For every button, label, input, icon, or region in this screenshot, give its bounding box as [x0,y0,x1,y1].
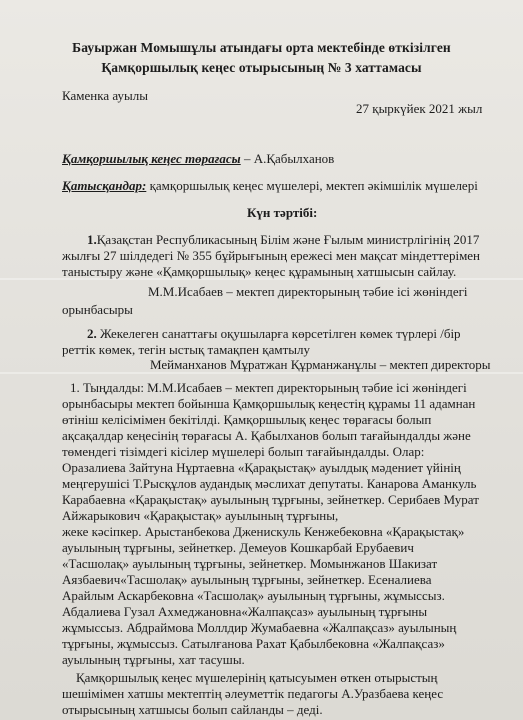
document-title-line1: Бауыржан Момышұлы атындағы орта мектебінде өткізілген [72,40,451,55]
body-line: ауылының тұрғыны, зейнеткер. Демеуов Кошкарбай Ерубаевич [62,540,414,555]
place: Каменка ауылы [62,88,148,103]
body-line: жеке кәсіпкер. Арыстанбекова Дженискуль Кенжебековна «Қарақыстақ» [62,524,465,539]
agenda2-line: реттік көмек, тегін ыстық тамақпен қамтылу [62,342,311,357]
participants-line [62,178,478,194]
agenda2-line [87,326,461,342]
body-line: меңгерушісі Т.Рысқұлов аудандық мәслихат депутаты. Канарова Аманкуль [62,476,477,491]
body-line: отырысының хатшысы болып сайланды – деді. [62,702,323,717]
body-line: Карабаевна «Қарақыстақ» ауылының тұрғыны, зейнеткер. Серибаев Мурат [62,492,479,507]
agenda1-speaker: М.М.Исабаев – мектеп директорының тәбие ісі жөніндегі [148,284,468,299]
body-line: жұмыссыз. Абдраймова Моллдир Жумабаевна «Жалпақсаз» ауылының [62,620,457,635]
agenda2-number: 2. [87,326,97,341]
body-line: Арайлым Аскарбековна «Тасшолақ» ауылының тұрғыны, жұмыссыз. [62,588,445,603]
agenda1-line: жылғы 27 шілдедегі № 355 бұйрығының ережесі мен мақсат міндеттерімен [62,248,481,263]
body-line: Айжарыкович «Қарақыстақ» ауылының тұрғыны, [62,508,339,523]
body-line: Оразалиева Зайтуна Нұртаевна «Қарақыстақ» ауылдық мәдениет үйінің [62,460,461,475]
body-line: 1. Тыңдалды: М.М.Исабаев – мектеп директорының тәбие ісі жөніндегі [70,380,467,395]
agenda2-text: Жекелеген санаттағы оқушыларға көрсетілген көмек түрлері /бір [96,326,461,341]
document-title-line2: Қамқоршылық кеңес отырысының № 3 хаттамасы [101,60,422,75]
agenda2-speaker: Мейманханов Мұратжан Құрманжанұлы – мектеп директоры [150,357,491,372]
body-line: төмендегі тізімдегі кісілер мүшелері болып тағайындалды. Олар: [62,444,425,459]
body-line: Абдалиева Гузал Ахмеджановна«Жалпақсаз» ауылының тұрғыны [62,604,428,619]
chair-value: – А.Қабылханов [240,151,335,166]
agenda-title: Күн тәртібі: [247,205,318,220]
body-line: тұрғыны, жұмыссыз. Сатылғанова Рахат Қабылбековна «Жалпақсаз» [62,636,445,651]
agenda1-line [87,232,479,248]
body-line: ақсақалдар кеңесінің төрағасы А. Қабылханов болып тағайындалды және [62,428,471,443]
participants-value: қамқоршылық кеңес мүшелері, мектеп әкімшілік мүшелері [146,178,478,193]
body-line: өтініш келісімімен бекітілді. Қамқоршылық кеңес төрағасы болып [62,412,432,427]
agenda1-text: Қазақстан Республикасының Білім және Ғылым министрлігінің 2017 [96,232,480,247]
participants-label: Қатысқандар: [62,178,147,193]
agenda1-line: таныстыру және «Қамқоршылық» кеңес құрамының хатшысын сайлау. [62,264,457,279]
chair-label: Қамқоршылық кеңес төрағасы [62,151,241,166]
chair-line [62,151,334,167]
body-line: шешімімен хатшы мектептің әлеуметтік педагогы А.Уразбаева кеңес [62,686,444,701]
agenda1-number: 1. [87,232,97,247]
date: 27 қыркүйек 2021 жыл [356,101,483,116]
body-line: Аязбаевич«Тасшолақ» ауылының тұрғыны, зейнеткер. Есеналиева [62,572,432,587]
body-line: Қамқоршылық кеңес мүшелерінің қатысуымен өткен отырыстың [76,670,438,685]
agenda1-speaker: орынбасыры [62,302,133,317]
body-line: ауылының тұрғыны, хат тасушы. [62,652,245,667]
body-line: орынбасыры мектеп бойынша Қамқоршылық кеңестің құрамы 11 адамнан [62,396,476,411]
body-line: «Тасшолақ» ауылының тұрғыны, зейнеткер. Момынжанов Шакизат [62,556,438,571]
